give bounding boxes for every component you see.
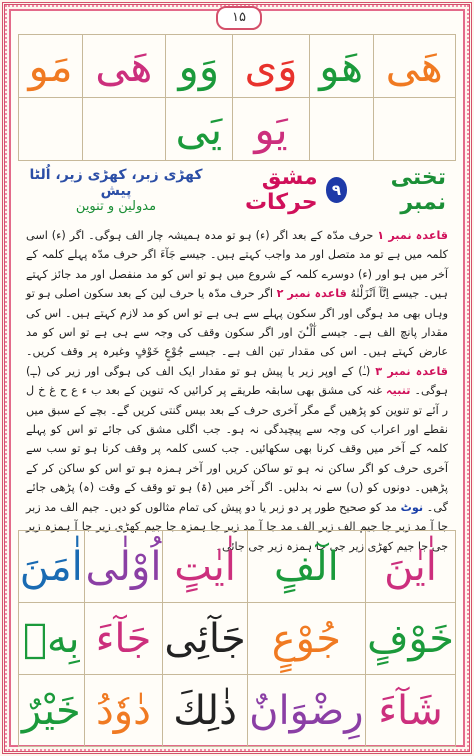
bottom-cell: ذٰلِكَ <box>163 675 247 747</box>
top-cell: ھَو <box>309 35 373 98</box>
warning-label: تنبیہ <box>386 384 411 398</box>
top-cell: مَو <box>19 35 83 98</box>
bottom-cell: اٰمَنَ <box>19 531 85 603</box>
bottom-word-grid <box>18 530 456 747</box>
bottom-row <box>19 675 456 747</box>
note-label: نوٹ <box>400 500 424 514</box>
top-cell: یَی <box>165 98 233 161</box>
bottom-cell: خَوْفٍ <box>365 603 455 675</box>
rule-2-text: اگر حرف مدّہ یا حرف لین کے بعد سکون اصلی ہو تو وہاں بھی مد ہوگی اور اگر سکون پہلے سے ہی ہے تو اس کو مد لازم کہتے ہیں۔ اس کی مقدار پانچ الف ہے۔ جیسے آٰلْـٰٔنَ اور اگر سکون وقف کی وجہ سے ہی ہے تو اس کو مد عارض کہتے ہیں۔ اس کی مقدار تین الف ہے۔ جیسے جُوْعٍ خَوْفٍ وغیرہ پر وقف کریں۔ <box>26 287 448 359</box>
top-cell: ھَی <box>373 35 456 98</box>
bottom-cell: بِهٖ <box>19 603 85 675</box>
rule-3-label: قاعدہ نمبر ۳ <box>375 364 448 378</box>
top-cell <box>19 98 83 161</box>
bottom-cell: جَآءَ <box>84 603 163 675</box>
top-cell <box>83 98 165 161</box>
bottom-cell: خَیْرٌ <box>19 675 85 747</box>
top-letter-grid <box>18 34 456 161</box>
top-cell: وَو <box>165 35 233 98</box>
bottom-row <box>19 603 456 675</box>
top-cell: وَی <box>233 35 310 98</box>
bottom-cell: الٓفٍ <box>247 531 365 603</box>
top-cell <box>373 98 456 161</box>
top-cell: ھَی <box>83 35 165 98</box>
top-cell: یَو <box>233 98 310 161</box>
banner-subtitle-line-2: مدولین و تنوین <box>75 198 157 214</box>
banner-subtitle <box>28 167 204 214</box>
bottom-cell: رِضْوَانٌ <box>247 675 365 747</box>
banner-label: تختی نمبر <box>390 165 446 215</box>
bottom-cell: شَآءَ <box>365 675 455 747</box>
bottom-cell: دٰوٗدُ <box>84 675 163 747</box>
rules-text <box>18 222 456 553</box>
bottom-cell: اٰیٰتٍ <box>163 531 247 603</box>
bottom-cell: اُوْلٰی <box>84 531 163 603</box>
top-row <box>19 35 456 98</box>
banner-title: مشق حرکات <box>244 165 318 215</box>
lesson-banner <box>18 160 456 220</box>
bottom-row <box>19 531 456 603</box>
lesson-number-badge: ۹ <box>326 177 348 203</box>
top-row <box>19 98 456 161</box>
top-cell <box>309 98 373 161</box>
note-text: مد کو صحیح طور پر دو زبر یا دو پیش کی تمام مثالوں کو دیں۔ جیم الف مد زبر جا آ مد زبر جا جیم الف زبر الف مد جا آ مد زبر جا ہمزہ جا جیم کھڑی زیر جا آ ہمزہ زیر جی جا جیم کھڑی زیر جی جا ہمزہ زیر جی جائی۔ <box>26 500 448 553</box>
banner-title-group <box>204 165 446 215</box>
warning-text: غنہ کی مشق بھی سابقہ طریقے پر کرائیں کہ تنوین کے بعد ب ء ع ح غ خ ل ر آئے تو تنوین کو پڑھیں گے مگر آخری حرف کے بعد بیس گنتی کریں گے۔ بچے کے سبق میں نقطے اور اعراب کی وجہ سے پیچیدگی نہ ہو۔ جب اگلی مشق کی جائے تو اس کو پہلے کلمہ کے آخر میں وقف کرنا بھی سکھائیں۔ جب کسی کلمہ پر وقف کرنا ہو تو سب سے آخری حرف کو اگر ساکن نہ ہو تو ساکن کریں اور آخر ہمزہ ہو تو اس کو ساکن کر کے پڑھیں۔ دونوں کو (ں) سے نہ بدلیں۔ اگر آخر میں (ۃ) ہو تو وقف کے وقت (ہ) پڑھی جائے گی۔ <box>26 384 448 514</box>
banner-subtitle-line-1: کھڑی زبر، کھڑی زیر، اُلٹا پیش <box>29 166 203 199</box>
rule-3-text: (ـٰ) کے اوپر زیر یا پیش ہو تو مقدار ایک الف کی ہوگی اور زیر کی (ـٖ) ہوگی۔ <box>26 364 448 398</box>
bottom-cell: جُوْعٍ <box>247 603 365 675</box>
rule-1-text: حرف مدّہ کے بعد اگر (ء) ہو تو مدہ ہمیشہ چار الف ہوگی۔ اگر (ء) اسی کلمہ میں ہے تو مد متصل اور مد واجب کہتے ہیں۔ جیسے جَآءَ اگر حرف مدّہ پہلے کلمہ کے آخر میں ہو اور (ء) دوسرے کلمہ کے شروع میں ہو تو اس کو مد منفصل اور مد جائز کہتے ہیں۔ جیسے اِنَّآ اَنْزَلْنٰهُ <box>26 229 448 301</box>
rule-1-label: قاعدہ نمبر ۱ <box>377 229 448 242</box>
rule-2-label: قاعدہ نمبر ۲ <box>276 287 347 301</box>
bottom-cell: جَآئِی <box>163 603 247 675</box>
page-number: ۱۵ <box>216 6 262 30</box>
bottom-cell: اٰیٰنَ <box>365 531 455 603</box>
